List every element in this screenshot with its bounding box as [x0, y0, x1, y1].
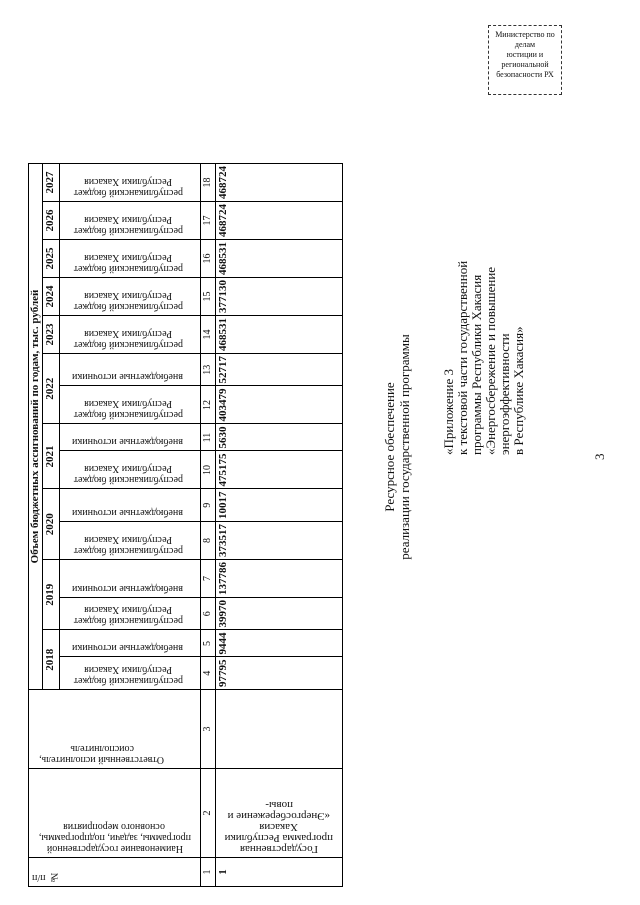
- source-cell: [60, 560, 201, 598]
- source-label: республиканский бюджет Республики Хакасия: [73, 534, 183, 556]
- year-2025: 2025: [43, 240, 60, 278]
- source-cell: [60, 657, 201, 690]
- volume-header: Объем бюджетных ассигнований по годам, тыс. рублей: [29, 164, 43, 690]
- value-cell: 373517: [216, 522, 343, 560]
- year-2018: 2018: [43, 630, 60, 690]
- source-cell: [60, 386, 201, 424]
- year-2022: 2022: [43, 354, 60, 425]
- source-cell: [60, 164, 201, 202]
- year-2027: 2027: [43, 164, 60, 202]
- stamp-line: Министерство по делам: [495, 30, 555, 49]
- page-number: 3: [592, 453, 607, 460]
- value-cell: 5630: [216, 424, 343, 451]
- appendix-line: «Приложение 3: [441, 368, 456, 455]
- header-name-text: Наименование государственной программы, задачи, подпрограммы, основного мероприятия: [38, 821, 191, 854]
- row-name: Государственная программа Республики Хакасия «Энергосбережение и повы-: [224, 799, 334, 855]
- header-number: [29, 858, 201, 887]
- source-label: республиканский бюджет Республики Хакасия: [73, 328, 183, 350]
- value-cell: 377130: [216, 278, 343, 316]
- value-cell: 137786: [216, 560, 343, 598]
- column-number: 4: [201, 657, 216, 690]
- source-cell: [60, 202, 201, 240]
- title-line-1: Ресурсное обеспечение: [382, 382, 397, 512]
- value-cell: 10017: [216, 489, 343, 522]
- year-2026: 2026: [43, 202, 60, 240]
- title-line-2: реализации государственной программы: [397, 334, 412, 560]
- value-cell: 468724: [216, 202, 343, 240]
- column-number: 7: [201, 560, 216, 598]
- value-cell: 39970: [216, 598, 343, 631]
- row-name-cell: [216, 769, 343, 858]
- value-cell: 468724: [216, 164, 343, 202]
- stamp-line: безопасности РХ: [496, 70, 554, 79]
- value-cell: 468531: [216, 316, 343, 354]
- column-number: 15: [201, 278, 216, 316]
- header-executor-text: Ответственный исполнитель, соисполнитель: [39, 743, 165, 765]
- source-cell: [60, 598, 201, 631]
- column-number: 2: [201, 769, 216, 858]
- column-number: 12: [201, 386, 216, 424]
- column-number: 6: [201, 598, 216, 631]
- column-number: 9: [201, 489, 216, 522]
- resource-table: [28, 163, 343, 887]
- column-number: 8: [201, 522, 216, 560]
- document-title: [382, 257, 412, 637]
- column-number: 16: [201, 240, 216, 278]
- source-label: республиканский бюджет Республики Хакасия: [73, 176, 183, 198]
- source-label: внебюджетные источники: [72, 642, 184, 654]
- column-number: 10: [201, 451, 216, 489]
- value-cell: 403479: [216, 386, 343, 424]
- source-cell: [60, 240, 201, 278]
- year-2021: 2021: [43, 424, 60, 489]
- source-cell: [60, 630, 201, 657]
- appendix-line: «Энергосбережение и повышение: [483, 266, 498, 455]
- source-label: республиканский бюджет Республики Хакасия: [73, 604, 183, 627]
- appendix-line: энергоэффективности: [497, 333, 512, 455]
- stamp-line: юстиции и региональной: [501, 50, 549, 69]
- registration-stamp: [446, 23, 604, 97]
- source-label: республиканский бюджет Республики Хакасия: [73, 214, 183, 236]
- header-executor: [29, 690, 201, 769]
- column-number: 1: [201, 858, 216, 887]
- value-cell: 52717: [216, 354, 343, 387]
- column-number: 18: [201, 164, 216, 202]
- column-number: 13: [201, 354, 216, 387]
- source-cell: [60, 451, 201, 489]
- column-number: 3: [201, 690, 216, 769]
- source-label: внебюджетные источники: [72, 583, 184, 594]
- column-number: 17: [201, 202, 216, 240]
- appendix-line: к текстовой части государственной: [455, 260, 470, 455]
- year-2020: 2020: [43, 489, 60, 560]
- source-cell: [60, 489, 201, 522]
- source-label: республиканский бюджет Республики Хакасия: [73, 398, 183, 421]
- header-name: [29, 769, 201, 858]
- source-cell: [60, 522, 201, 560]
- value-cell: 468531: [216, 240, 343, 278]
- source-cell: [60, 278, 201, 316]
- appendix-line: в Республике Хакасия»: [511, 326, 526, 455]
- appendix-line: программы Республики Хакасия: [469, 274, 484, 455]
- source-label: республиканский бюджет Республики Хакасия: [73, 290, 183, 312]
- value-cell: 475175: [216, 451, 343, 489]
- source-cell: [60, 354, 201, 387]
- row-number: 1: [216, 858, 343, 887]
- value-cell: 97795: [216, 657, 343, 690]
- year-2023: 2023: [43, 316, 60, 354]
- source-label: республиканский бюджет Республики Хакасия: [73, 463, 183, 486]
- value-cell: 9444: [216, 630, 343, 657]
- column-number: 14: [201, 316, 216, 354]
- row-executor: [216, 690, 343, 769]
- stamp-text: [488, 25, 562, 95]
- source-label: внебюджетные источники: [72, 371, 184, 383]
- year-2024: 2024: [43, 278, 60, 316]
- source-cell: [60, 316, 201, 354]
- source-label: внебюджетные источники: [72, 507, 184, 518]
- source-label: внебюджетные источники: [72, 436, 184, 448]
- column-number: 5: [201, 630, 216, 657]
- header-number-text: № п/п: [32, 872, 59, 883]
- year-2019: 2019: [43, 560, 60, 631]
- source-label: республиканский бюджет Республики Хакасия: [73, 252, 183, 274]
- appendix-heading: [442, 125, 526, 455]
- source-cell: [60, 424, 201, 451]
- column-number: 11: [201, 424, 216, 451]
- source-label: республиканский бюджет Республики Хакасия: [73, 664, 183, 686]
